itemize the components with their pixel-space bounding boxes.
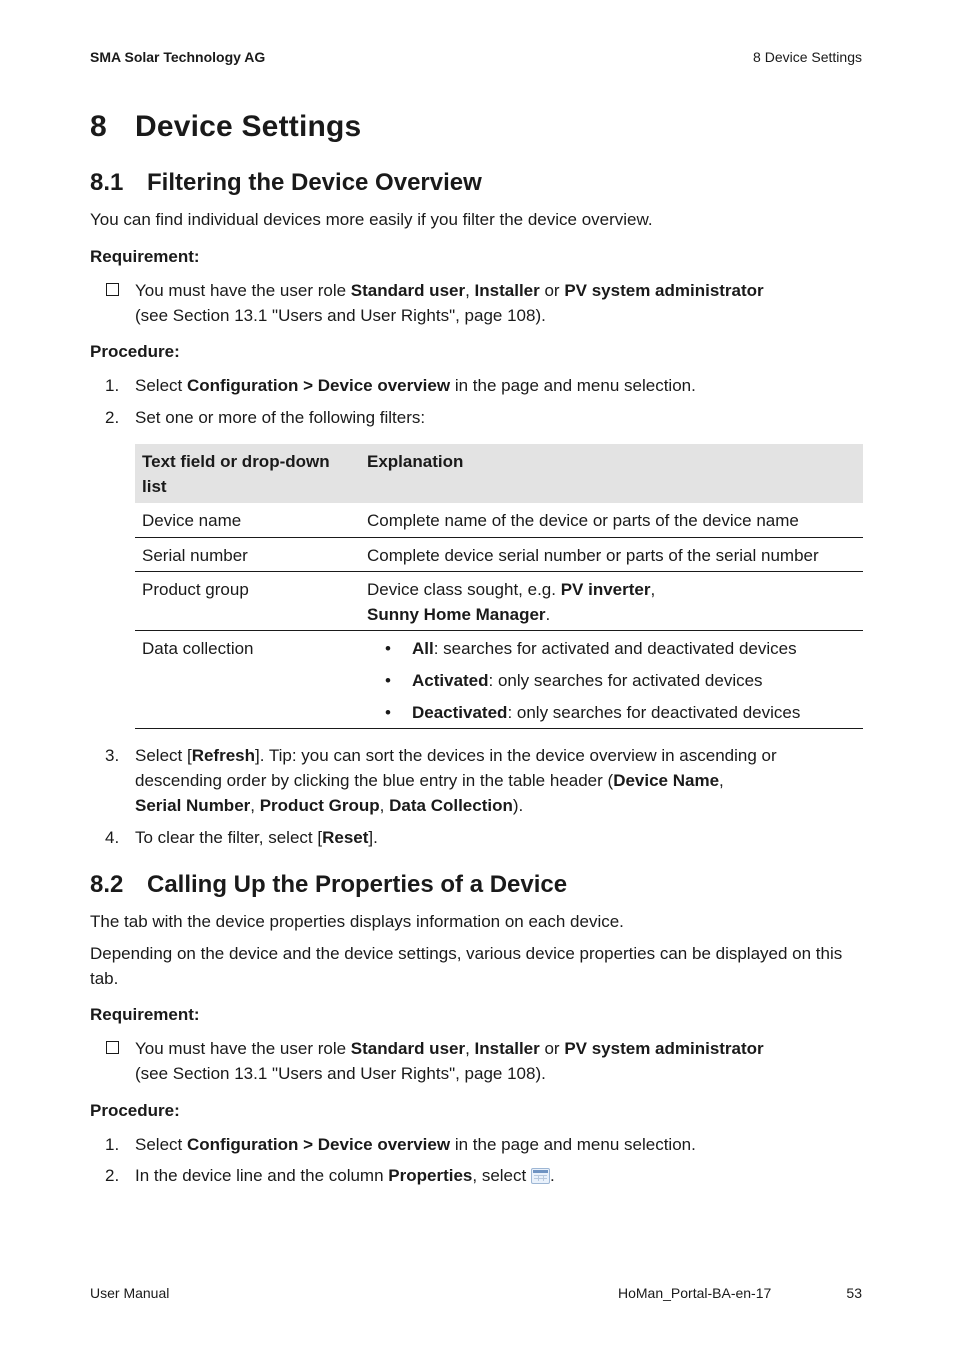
section-number: 8.2 [90,871,124,898]
section-number: 8.1 [90,169,124,196]
requirement-label: Requirement: [90,1005,200,1024]
chapter-title-text: Device Settings [135,110,362,143]
requirement-text: You must have the user role Standard user, Installer or PV system administrator (see Section 13.1 "Users and User Rights", page 108). [135,1039,764,1083]
header-company: SMA Solar Technology AG [90,49,266,65]
table-cell: Serial number [142,546,248,565]
table-cell: Complete device serial number or parts of the serial number [367,546,819,565]
table-header [135,444,863,503]
table-row: Data collection • All: searches for activated and deactivated devices • Activated: only searches for activated devices • Deactivated: only searches for deactivated devices [135,631,863,729]
section-8-2-paragraph: The tab with the device properties displays information on each device. [90,912,624,931]
table-header-cell: Text field or drop-down list [142,452,330,496]
section-title-text: Filtering the Device Overview [147,169,482,196]
step-text: In the device line and the column Properties, select . [135,1166,555,1185]
section-title-text: Calling Up the Properties of a Device [147,871,568,898]
checkbox-icon [106,1041,119,1054]
step-text: Set one or more of the following filters: [135,408,426,427]
table-row [135,503,863,538]
step-number: 4. [105,828,120,847]
step-text: Select Configuration > Device overview in the page and menu selection. [135,1135,696,1154]
checkbox-icon [106,283,119,296]
section-8-1-title [90,169,482,197]
section-8-2-title [90,871,567,899]
bullet-icon: • [385,703,391,722]
procedure-label: Procedure: [90,342,180,361]
chapter-number: 8 [90,110,107,143]
step-text: Select Configuration > Device overview in the page and menu selection. [135,376,696,395]
table-header-cell: Explanation [367,452,464,471]
step-number: 1. [105,1135,120,1154]
section-8-2-paragraph: Depending on the device and the device settings, various device properties can be displayed on this tab. [90,944,843,988]
table-cell: Device class sought, e.g. PV inverter, Sunny Home Manager. [367,580,656,624]
properties-table-icon [531,1168,550,1184]
table-cell: Device name [142,511,242,530]
header-chapter: 8 Device Settings [753,49,862,65]
section-8-1-intro: You can find individual devices more easily if you filter the device overview. [90,210,653,229]
footer-doc-id: HoMan_Portal-BA-en-17 [618,1285,772,1301]
step-number: 2. [105,1166,120,1185]
table-cell: Complete name of the device or parts of the device name [367,511,799,530]
procedure-label: Procedure: [90,1101,180,1120]
bullet-icon: • [385,671,391,690]
table-row [135,538,863,572]
chapter-title [90,110,361,144]
step-text: To clear the filter, select [Reset]. [135,828,378,847]
step-number: 2. [105,408,120,427]
page-number: 53 [846,1285,862,1301]
bullet-icon: • [385,639,391,658]
requirement-label: Requirement: [90,247,200,266]
step-number: 1. [105,376,120,395]
table-cell: Data collection [142,639,254,658]
step-text: Select [Refresh]. Tip: you can sort the devices in the device overview in ascending or descending order by clicking the blue entry in the table header (Device Name, Serial Number, Product Group, Data Collection). [135,746,777,815]
step-number: 3. [105,746,120,765]
table-cell: Product group [142,580,249,599]
table-row [135,572,863,631]
footer-manual-type: User Manual [90,1285,170,1301]
requirement-text: You must have the user role Standard user, Installer or PV system administrator (see Section 13.1 "Users and User Rights", page 108). [135,281,764,325]
